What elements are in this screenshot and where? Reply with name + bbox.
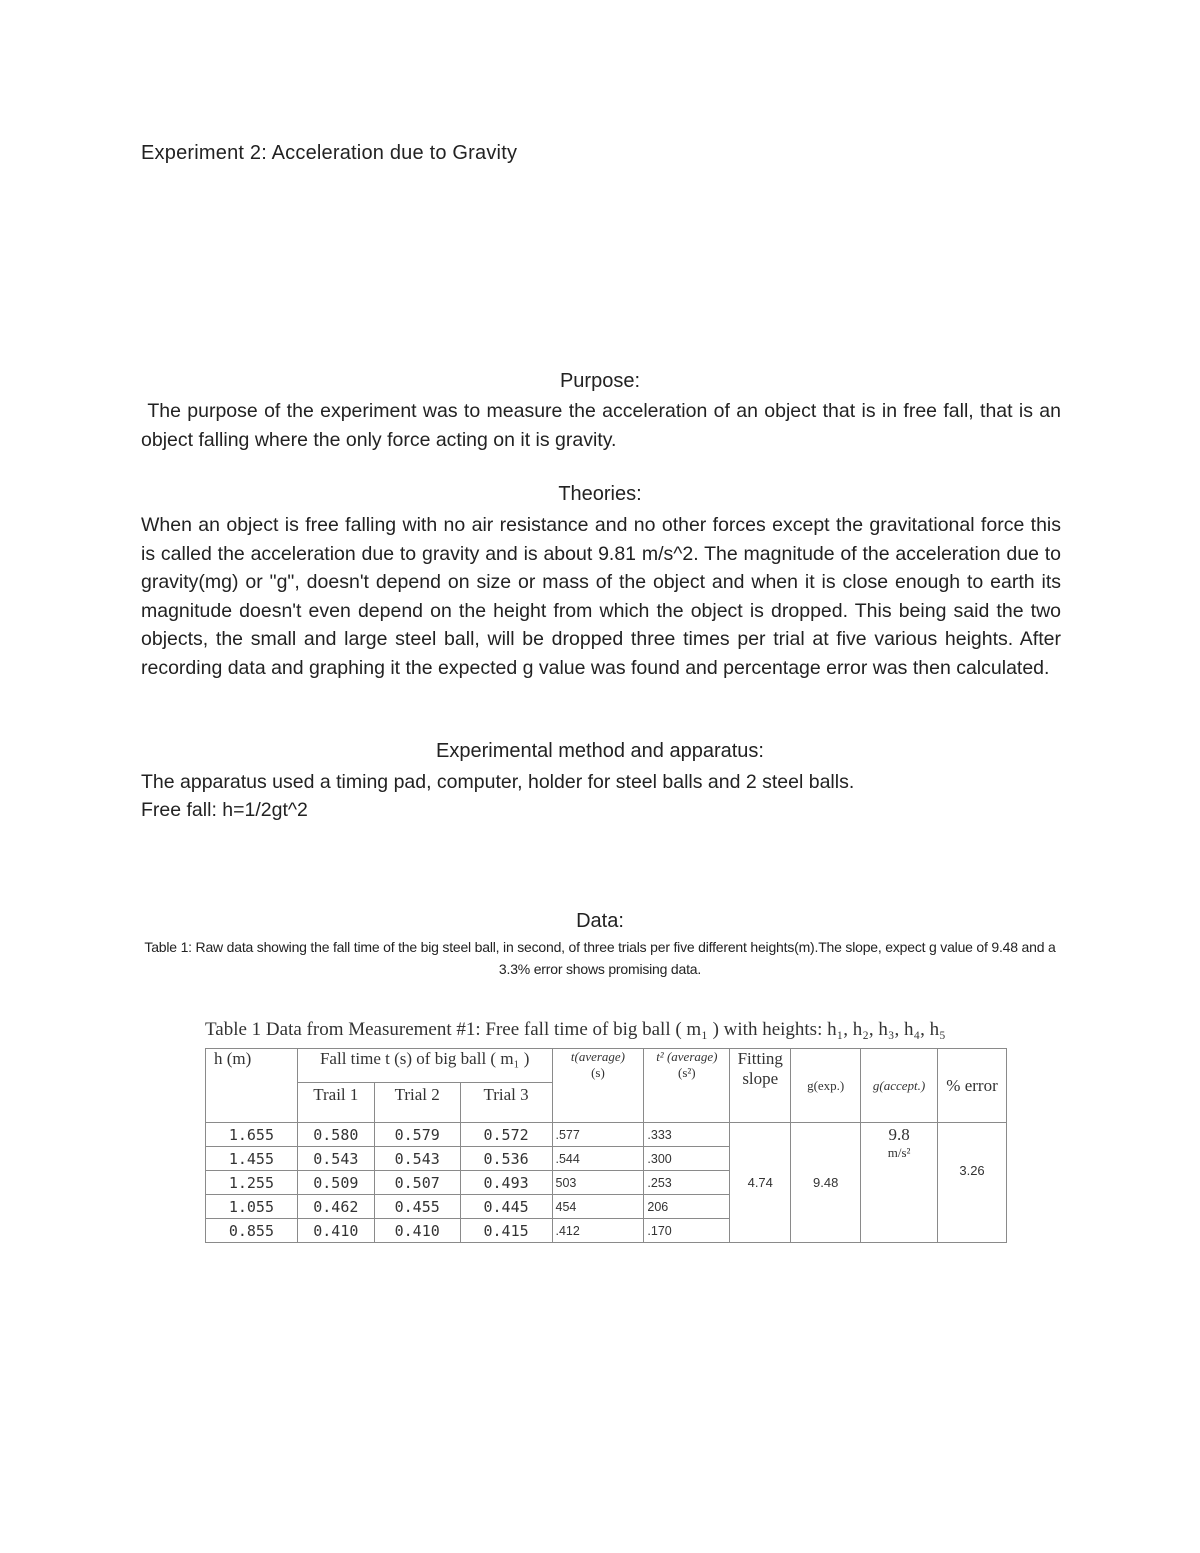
- table-row: [206, 1123, 1007, 1147]
- cell-trial-3: 0.445: [460, 1195, 552, 1219]
- cell-t-average: 454: [552, 1195, 644, 1219]
- cell-trial-1: 0.410: [297, 1219, 374, 1243]
- data-heading: Data:: [576, 910, 624, 932]
- cell-fitting-slope: 4.74: [730, 1123, 791, 1243]
- cell-trial-1: 0.580: [297, 1123, 374, 1147]
- header-fall-time: Fall time t (s) of big ball ( m₁ ): [297, 1049, 552, 1083]
- cell-t-average: .412: [552, 1219, 644, 1243]
- cell-g-exp: 9.48: [791, 1123, 861, 1243]
- header-percent-error: % error: [938, 1049, 1007, 1123]
- header-t-average-label: t(average): [570, 1049, 626, 1064]
- cell-t2-average: 206: [644, 1195, 730, 1219]
- cell-h: 1.655: [206, 1123, 298, 1147]
- purpose-text: The purpose of the experiment was to measure the acceleration of an object that is in free fall, that is an object falling where the only force acting on it is gravity.: [141, 400, 1067, 451]
- header-g-accept: g(accept.): [861, 1049, 938, 1123]
- theories-text: When an object is free falling with no air resistance and no other forces except the gravitational force this is called the acceleration due to gravity and is about 9.81 m/s^2. The magnitude of the acceleration due to gravity(mg) or "g", doesn't depend on size or mass of the object and when it is close enough to earth its magnitude doesn't even depend on the height from which the object is dropped. This being said the two objects, the small and large steel ball, will be dropped three times per trial at five various heights. After recording data and graphing it the expected g value was found and percentage error was then calculated.: [141, 514, 1061, 679]
- header-trial-3: Trial 3: [460, 1083, 552, 1123]
- header-fitting-slope: Fitting slope: [730, 1049, 791, 1123]
- cell-h: 0.855: [206, 1219, 298, 1243]
- header-g-exp: g(exp.): [791, 1049, 861, 1123]
- cell-t-average: .577: [552, 1123, 644, 1147]
- purpose-heading: Purpose:: [559, 370, 641, 392]
- cell-trial-2: 0.455: [374, 1195, 460, 1219]
- cell-t2-average: .253: [644, 1171, 730, 1195]
- cell-percent-error: 3.26: [938, 1123, 1007, 1243]
- header-trail-1: Trail 1: [297, 1083, 374, 1123]
- method-text-formula: Free fall: h=1/2gt^2: [141, 799, 308, 821]
- cell-trial-2: 0.543: [374, 1147, 460, 1171]
- cell-h: 1.055: [206, 1195, 298, 1219]
- header-t-average-unit: (s): [591, 1065, 605, 1080]
- cell-t2-average: .333: [644, 1123, 730, 1147]
- data-table: [205, 1048, 1007, 1243]
- cell-trial-2: 0.410: [374, 1219, 460, 1243]
- header-t-average: [552, 1049, 644, 1123]
- g-accept-value: 9.8: [888, 1125, 910, 1144]
- theories-heading: Theories:: [558, 483, 642, 505]
- cell-h: 1.255: [206, 1171, 298, 1195]
- cell-trial-1: 0.509: [297, 1171, 374, 1195]
- cell-t2-average: .170: [644, 1219, 730, 1243]
- cell-trial-3: 0.572: [460, 1123, 552, 1147]
- table-title: Table 1 Data from Measurement #1: Free fall time of big ball ( m₁ ) with heights: h₁, h₂, h₃, h₄, h₅: [205, 1019, 946, 1040]
- cell-trial-1: 0.462: [297, 1195, 374, 1219]
- header-h: h (m): [206, 1049, 298, 1123]
- cell-trial-2: 0.507: [374, 1171, 460, 1195]
- cell-t-average: 503: [552, 1171, 644, 1195]
- cell-t2-average: .300: [644, 1147, 730, 1171]
- header-t2-average: [644, 1049, 730, 1123]
- table-caption: Table 1: Raw data showing the fall time of the big steel ball, in second, of three trials per five different heights(m).The slope, expect g value of 9.48 and a 3.3% error shows promising data.: [144, 939, 1056, 977]
- cell-trial-3: 0.536: [460, 1147, 552, 1171]
- g-accept-unit: m/s²: [887, 1145, 911, 1160]
- cell-trial-3: 0.415: [460, 1219, 552, 1243]
- header-trial-2: Trial 2: [374, 1083, 460, 1123]
- header-t2-average-label: t² (average): [656, 1049, 718, 1064]
- document-title: Experiment 2: Acceleration due to Gravity: [141, 142, 518, 164]
- cell-h: 1.455: [206, 1147, 298, 1171]
- method-text-apparatus: The apparatus used a timing pad, computer, holder for steel balls and 2 steel balls.: [141, 771, 855, 793]
- cell-trial-2: 0.579: [374, 1123, 460, 1147]
- cell-g-accept: [861, 1123, 938, 1243]
- cell-t-average: .544: [552, 1147, 644, 1171]
- header-t2-average-unit: (s²): [678, 1065, 696, 1080]
- cell-trial-1: 0.543: [297, 1147, 374, 1171]
- cell-trial-3: 0.493: [460, 1171, 552, 1195]
- method-heading: Experimental method and apparatus:: [436, 740, 764, 762]
